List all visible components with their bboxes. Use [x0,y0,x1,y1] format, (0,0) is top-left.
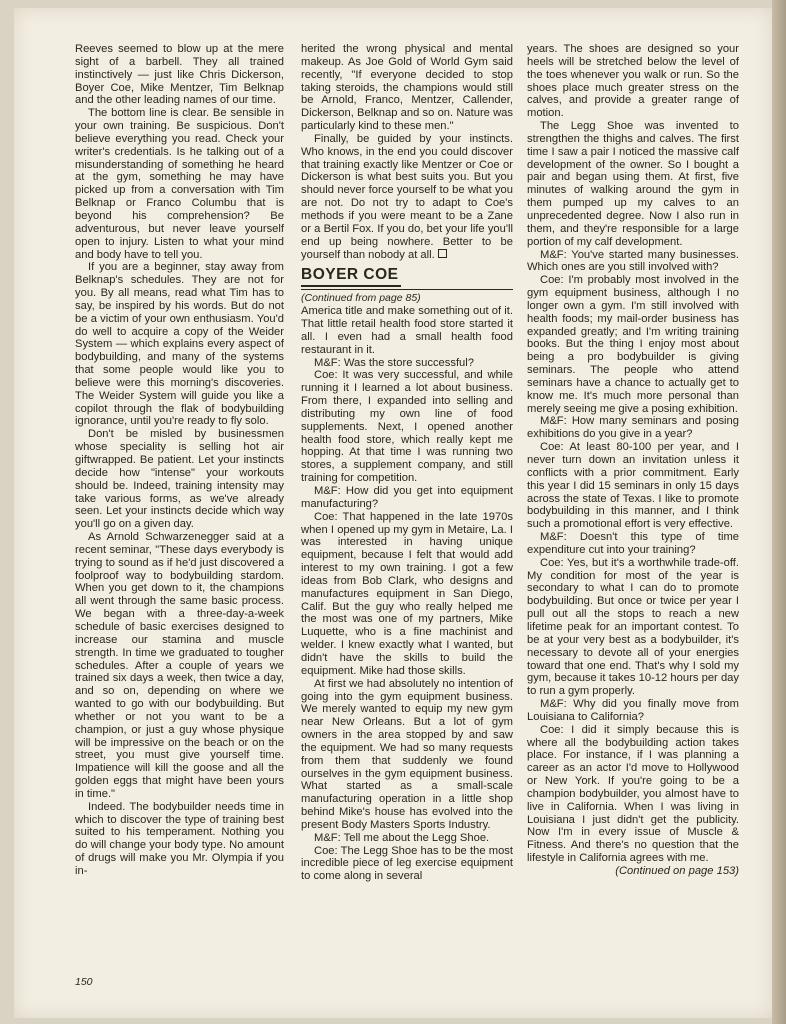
end-paragraph [301,133,513,261]
interview-question: M&F: How did you get into equipment manufacturing? [301,485,513,510]
paragraph: Indeed. The bodybuilder needs time in which to discover the type of training best suited to his temperament. Nothing you do will change your body type. No amount of drugs will make you Mr. Olympia if you in- [75,800,284,877]
interview-answer: Coe: That happened in the late 1970s when I opened up my gym in Metaire, La. I was interested in having unique equipment, because I felt that would add interest to my own training. I got a few ideas from Bob Clark, who designs and manufactures equipment in San Diego, Calif. But the guy who really helped me the most was one of my partners, Mike Luquette, who is a fine machinist and welder. I knew exactly what I wanted, but didn't have the skills to build the equipment. Mike had those skills. [301,510,513,677]
section-heading: BOYER COE [301,266,401,287]
paragraph: If you are a beginner, stay away from Belknap's schedules. They are not for you. By all means, read what Tim has to say, be inspired by his words. But do not be a victim of your own enthusiasm. You'd do well to acquire a copy of the Weider System — which explains every aspect of bodybuilding, and many of the systems that some people would like you to believe were this morning's discoveries. The Weider System will guide you like a copilot through the flak of bodybuilding ignorance, until you're ready to fly solo. [75,261,284,428]
interview-answer: Coe: It was very successful, and while running it I learned a lot about business. From there, I expanded into selling and distributing my own line of food supplements. Next, I opened another health food store, which really kept me hopping. At that time I was running two stores, a supplement company, and still training for competition. [301,369,513,485]
continued-from-note: (Continued from page 85) [301,289,513,305]
section-heading-wrap [301,266,513,287]
paragraph: The bottom line is clear. Be sensible in your own training. Be suspicious. Don't believe everything you read. Check your writer's credentials. Is he talking out of a misunderstanding of something he heard at the gym, something he may have picked up from a conversation with Tim Belknap or Franco Columbu that is beyond his comprehension? Be adventurous, but never leave yourself open to injury. Listen to what your mind and body have to tell you. [75,107,284,261]
paragraph: At first we had absolutely no intention of going into the gym equipment business. We merely wanted to equip my new gym near New Orleans. But a lot of gym owners in the area stopped by and saw the equipment. We had so many requests from them that suddenly we found ourselves in the gym equipment business. What started as a small-scale manufacturing operation in a little shop behind Mike's house has evolved into the present Body Masters Sports Industry. [301,677,513,831]
interview-question: M&F: Why did you finally move from Louisiana to California? [527,698,739,723]
column-3 [527,43,739,878]
interview-question: M&F: You've started many businesses. Which ones are you still involved with? [527,248,739,274]
interview-question: M&F: Tell me about the Legg Shoe. [314,831,490,844]
end-mark-icon [438,249,447,258]
interview-question: M&F: How many seminars and posing exhibitions do you give in a year? [527,415,739,441]
interview-question: M&F: Was the store successful? [314,356,474,369]
paragraph: Don't be misled by businessmen whose speciality is selling hot air giftwrapped. Be patient. Let your instincts decide how "intense" your workouts should be. Indeed, training intensity may take various forms, as we've already seen. Let your instincts decide which way you'll go on a given day. [75,428,284,531]
interview-answer: Coe: Yes, but it's a worthwhile trade-off. My condition for most of the year is secondary to what I can do to promote bodybuilding. But once or twice per year I pull out all the stops to reach a new lifetime peak for an important contest. To be at your very best as a bodybuilder, it's necessary to devote all of your energies toward that one end. That's why I sold my gym, because it takes 10-12 hours per day to run a gym properly. [527,556,739,698]
paragraph: Reeves seemed to blow up at the mere sight of a barbell. They all trained instinctively — just like Chris Dickerson, Boyer Coe, Mike Mentzer, Tim Belknap and the other leading names of our time. [75,43,284,107]
paragraph: years. The shoes are designed so your heels will be stretched below the level of the toes whenever you walk or run. So the shoes place much greater stress on the calves, and provide a greater range of motion. [527,43,739,120]
interview-answer: Coe: At least 80-100 per year, and I never turn down an invitation unless it conflicts with a prior commitment. Early this year I did 15 seminars in only 15 days across the state of Texas. I like to promote bodybuilding in this manner, and I think such a promotional effort is very effective. [527,441,739,531]
paragraph: The Legg Shoe was invented to strengthen the thighs and calves. The first time I saw a pair I noticed the massive calf development of the owner. So I bought a pair and began using them. At first, five minutes of walking around the gym in them pumped up my calves to an unprecedented degree. Now I also run in them, and they're responsible for a large portion of my calf development. [527,120,739,248]
continued-on-note: (Continued on page 153) [615,865,739,877]
paragraph: herited the wrong physical and mental makeup. As Joe Gold of World Gym said recently, "If everyone decided to stop taking steroids, the champions would still be Arnold, Franco, Mentzer, Callender, Dickerson, Belknap and so on. Nature was particularly kind to these men." [301,43,513,133]
paragraph: As Arnold Schwarzenegger said at a recent seminar, "These days everybody is trying to sound as if he'd just discovered a foolproof way to bodybuilding stardom. When you get down to it, the champions all went through the same basic process. We began with a three-day-a-week schedule of basic exercises designed to increase our stamina and muscle strength. In time we graduated to tougher schedules. After a couple of years we trained six days a week, then twice a day, and so on, depending on where we wanted to go with our bodybuilding. But whether or not you want to be a champion, or just a guy whose physique will be impressive on the beach or on the street, you must give yourself time. Impatience will kill the goose and all the golden eggs that might have been yours in time." [75,531,284,800]
column-2 [301,43,513,883]
interview-answer: Coe: The Legg Shoe has to be the most incredible piece of leg exercise equipment to come along in several [301,844,513,883]
paragraph: America title and make something out of it. That little retail health food store started it all. I even had a small health food restaurant in it. [301,305,513,356]
page-edge-shadow [772,0,786,1024]
interview-question: M&F: Doesn't this type of time expenditure cut into your training? [527,531,739,556]
page-number: 150 [75,976,93,988]
interview-answer: Coe: I'm probably most involved in the gym equipment business, although I no longer own a gym. I'm still involved with health foods; my mail-order business has expanded greatly; and I'm writing training books. But the thing I enjoy most about being a pro bodybuilder is giving seminars. The people who attend seminars have a chance to actually get to know me. It's much more personal than merely seeing me give a posing exhibition. [527,274,739,415]
interview-answer: Coe: I did it simply because this is where all the bodybuilding action takes place. For instance, if I was planning a career as an actor I'd move to Hollywood or New York. If you're going to be a champion bodybuilder, you almost have to live in California. When I was living in Louisiana I just didn't get the publicity. Now I'm in every issue of Muscle & Fitness. And there's no question that the lifestyle in California agrees with me. [527,723,739,865]
column-1 [75,43,284,878]
paragraph-text: Finally, be guided by your instincts. Who knows, in the end you could discover that training exactly like Mentzer or Coe or Dickerson is what best suits you. But you should never force yourself to be what you are not. Do not try to adapt to Coe's methods if you were meant to be a Zane or a Bertil Fox. If you do, bet your life you'll end up being nowhere. Better to be yourself than nobody at all. [301,132,513,261]
